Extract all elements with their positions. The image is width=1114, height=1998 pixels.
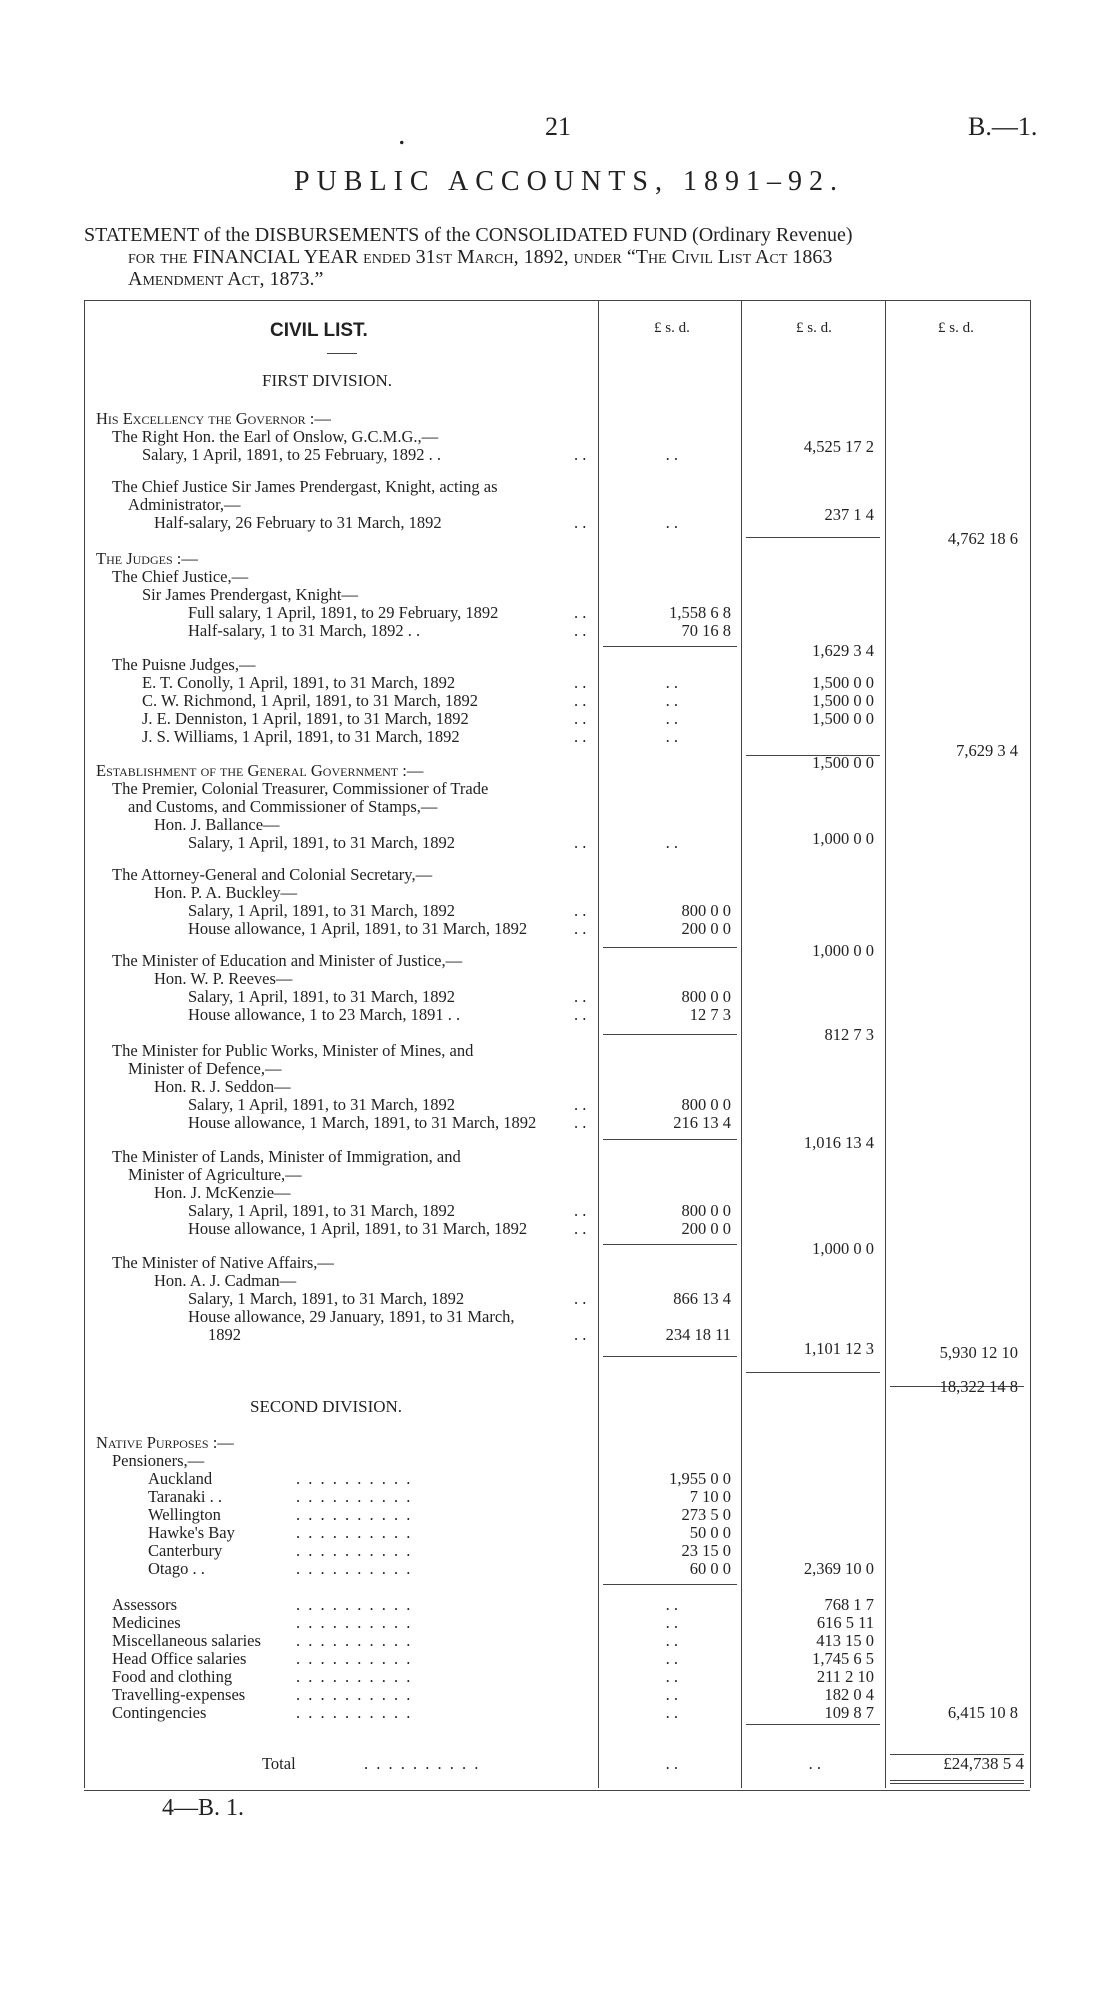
subtotal-rule: [746, 1372, 880, 1373]
amount-col1: 70 16 8: [681, 621, 731, 640]
table-right-rule: [1030, 300, 1031, 1788]
row-label: House allowance, 1 March, 1891, to 31 March, 1892: [188, 1113, 537, 1132]
amount-col1: . .: [665, 833, 678, 852]
leader-dots: . .: [574, 833, 587, 852]
row-label: Salary, 1 March, 1891, to 31 March, 1892: [188, 1289, 465, 1308]
leader-dots: . . . . . . . . . .: [296, 1667, 413, 1686]
leader-dots: . .: [574, 1201, 587, 1220]
amount-col1: 23 15 0: [681, 1541, 731, 1560]
amount-col2: 1,016 13 4: [803, 1133, 874, 1152]
amount-col2: 182 0 4: [824, 1685, 874, 1704]
row-label: Head Office salaries: [112, 1649, 247, 1668]
amount-col2: 2,369 10 0: [803, 1559, 874, 1578]
first-division-heading: FIRST DIVISION.: [262, 371, 393, 390]
leader-dots: . .: [574, 1005, 587, 1024]
row-label: Hon. W. P. Reeves—: [154, 969, 293, 988]
leader-dots: . . . . . . . . . .: [296, 1595, 413, 1614]
row-label: Hon. J. Ballance—: [154, 815, 280, 834]
amount-col2: 211 2 10: [816, 1667, 874, 1686]
leader-dots: . . . . . . . . . .: [296, 1685, 413, 1704]
row-label: Miscellaneous salaries: [112, 1631, 261, 1650]
amount-col1: 12 7 3: [689, 1005, 731, 1024]
row-label: Taranaki . .: [148, 1487, 222, 1506]
amount-col2: 812 7 3: [824, 1025, 874, 1044]
row-label: Pensioners,—: [112, 1451, 205, 1470]
leader-dots: . .: [574, 709, 587, 728]
amount-col1: . .: [665, 1613, 678, 1632]
row-label: Hon. R. J. Seddon—: [154, 1077, 291, 1096]
amount-col2: 109 8 7: [824, 1703, 874, 1722]
amount-col1: 50 0 0: [689, 1523, 731, 1542]
row-label: Otago . .: [148, 1559, 205, 1578]
leader-dots: . .: [574, 727, 587, 746]
col2-units: £ s. d.: [796, 320, 832, 336]
amount-col1: . .: [665, 1685, 678, 1704]
row-label: Establishment of the General Government :—: [96, 761, 424, 780]
row-label: Sir James Prendergast, Knight—: [142, 585, 359, 604]
row-label: Salary, 1 April, 1891, to 31 March, 1892: [188, 901, 456, 920]
amount-col2: 768 1 7: [824, 1595, 874, 1614]
leader-dots: . .: [574, 1289, 587, 1308]
amount-col1: . .: [665, 445, 678, 464]
leader-dots: . .: [574, 513, 587, 532]
row-label: Canterbury: [148, 1541, 223, 1560]
row-label: The Chief Justice Sir James Prendergast, Knight, acting as: [112, 477, 498, 496]
amount-col1: . .: [665, 673, 678, 692]
statement-line-2: for the FINANCIAL YEAR ended 31st March, 1892, under “The Civil List Act 1863: [128, 246, 833, 268]
row-label: Hon. A. J. Cadman—: [154, 1271, 297, 1290]
subtotal-rule: [746, 537, 880, 538]
leader-dots: . .: [574, 1113, 587, 1132]
amount-col1: . .: [665, 691, 678, 710]
amount-col2: 1,000 0 0: [812, 1239, 874, 1258]
amount-col1: 234 18 11: [665, 1325, 731, 1344]
row-label: Auckland: [148, 1469, 213, 1488]
row-label: The Minister for Public Works, Minister of Mines, and: [112, 1041, 474, 1060]
document-ref: B.—1.: [968, 112, 1038, 141]
row-label: Wellington: [148, 1505, 221, 1524]
row-label: Medicines: [112, 1613, 181, 1632]
amount-col1: . .: [665, 727, 678, 746]
leader-dots: . . . . . . . . . .: [296, 1703, 413, 1722]
amount-col2: 4,525 17 2: [803, 437, 874, 456]
row-label: and Customs, and Commissioner of Stamps,—: [128, 797, 438, 816]
amount-col1: . .: [665, 1703, 678, 1722]
amount-col2: 1,500 0 0: [812, 691, 874, 710]
heading-underline: [327, 353, 357, 354]
total-col1: . .: [665, 1754, 678, 1773]
amount-col1: 273 5 0: [681, 1505, 731, 1524]
row-label: The Chief Justice,—: [112, 567, 249, 586]
subtotal-rule: [746, 1724, 880, 1725]
row-label: House allowance, 1 to 23 March, 1891 . .: [188, 1005, 461, 1024]
row-label: J. E. Denniston, 1 April, 1891, to 31 March, 1892: [142, 709, 469, 728]
leader-dots: . .: [574, 1325, 587, 1344]
row-label: Half-salary, 26 February to 31 March, 1892: [154, 513, 442, 532]
page-title: PUBLIC ACCOUNTS, 1891–92.: [294, 166, 844, 197]
row-label: The Minister of Education and Minister of Justice,—: [112, 951, 463, 970]
total-label: Total: [262, 1754, 296, 1773]
row-label: House allowance, 29 January, 1891, to 31 March,: [188, 1307, 515, 1326]
leader-dots: . .: [574, 919, 587, 938]
subtotal-rule: [603, 947, 737, 948]
leader-dots: . .: [574, 987, 587, 1006]
amount-col2: 1,500 0 0: [812, 673, 874, 692]
amount-col1: 800 0 0: [681, 901, 731, 920]
amount-col1: . .: [665, 709, 678, 728]
row-label: Travelling-expenses: [112, 1685, 246, 1704]
amount-col3: 7,629 3 4: [956, 741, 1018, 760]
col1-units: £ s. d.: [654, 320, 690, 336]
amount-col1: 7 10 0: [689, 1487, 731, 1506]
amount-col1: . .: [665, 513, 678, 532]
subtotal-rule: [603, 1139, 737, 1140]
amount-col2: 1,500 0 0: [812, 709, 874, 728]
amount-col1: 800 0 0: [681, 1095, 731, 1114]
leader-dots: . .: [574, 901, 587, 920]
amount-col1: . .: [665, 1595, 678, 1614]
row-label: Full salary, 1 April, 1891, to 29 February, 1892: [188, 603, 499, 622]
row-label: Minister of Agriculture,—: [128, 1165, 302, 1184]
footer-ref: 4—B. 1.: [162, 1795, 245, 1821]
amount-col2: 1,745 6 5: [812, 1649, 874, 1668]
leader-dots: . .: [574, 691, 587, 710]
row-label: Contingencies: [112, 1703, 207, 1722]
leader-dots: . . . . . . . . . .: [296, 1649, 413, 1668]
leader-dots: . .: [574, 445, 587, 464]
leader-dots: . . . . . . . . . .: [296, 1559, 413, 1578]
row-label: Hon. P. A. Buckley—: [154, 883, 298, 902]
row-label: The Attorney-General and Colonial Secretary,—: [112, 865, 433, 884]
amount-col1: . .: [665, 1667, 678, 1686]
table-bottom-rule: [84, 1790, 1030, 1791]
civil-list-heading: CIVIL LIST.: [270, 320, 368, 341]
leader-dots: . . . . . . . . . .: [296, 1613, 413, 1632]
row-label: House allowance, 1 April, 1891, to 31 March, 1892: [188, 1219, 528, 1238]
row-label: Salary, 1 April, 1891, to 31 March, 1892: [188, 1201, 456, 1220]
amount-col1: 60 0 0: [689, 1559, 731, 1578]
amount-col2: 1,500 0 0: [812, 753, 874, 772]
col-rule-1: [598, 300, 599, 1788]
amount-col1: . .: [665, 1631, 678, 1650]
amount-col3: 6,415 10 8: [947, 1703, 1018, 1722]
table-left-rule: [84, 300, 85, 1788]
amount-col1: 200 0 0: [681, 1219, 731, 1238]
amount-col1: . .: [665, 1649, 678, 1668]
row-label: E. T. Conolly, 1 April, 1891, to 31 March, 1892: [142, 673, 456, 692]
amount-col2: 413 15 0: [816, 1631, 874, 1650]
leader-dots: . . . . . . . . . .: [296, 1487, 413, 1506]
row-label: The Judges :—: [96, 549, 198, 568]
amount-col2: 616 5 11: [816, 1613, 874, 1632]
total-double-rule: [890, 1783, 1024, 1784]
leader-dots: . . . . . . . . . .: [296, 1523, 413, 1542]
row-label: Salary, 1 April, 1891, to 31 March, 1892: [188, 987, 456, 1006]
row-label: The Premier, Colonial Treasurer, Commissioner of Trade: [112, 779, 489, 798]
subtotal-rule: [603, 1356, 737, 1357]
amount-col3: 18,322 14 8: [939, 1377, 1018, 1396]
row-label: His Excellency the Governor :—: [96, 409, 331, 428]
row-label: Hon. J. McKenzie—: [154, 1183, 291, 1202]
leader-dots: . .: [574, 673, 587, 692]
col-rule-2: [741, 300, 742, 1788]
total-col2: . .: [808, 1754, 821, 1773]
amount-col2: 1,000 0 0: [812, 941, 874, 960]
row-label: Native Purposes :—: [96, 1433, 234, 1452]
row-label: Salary, 1 April, 1891, to 25 February, 1892 . .: [142, 445, 441, 464]
row-label: C. W. Richmond, 1 April, 1891, to 31 March, 1892: [142, 691, 478, 710]
leader-dots: . . . . . . . . . .: [296, 1631, 413, 1650]
leader-dots: . . . . . . . . . .: [296, 1469, 413, 1488]
grand-total: £24,738 5 4: [943, 1754, 1024, 1773]
amount-col2: 1,101 12 3: [803, 1339, 874, 1358]
amount-col1: 216 13 4: [673, 1113, 731, 1132]
amount-col2: 237 1 4: [824, 505, 874, 524]
row-label: Salary, 1 April, 1891, to 31 March, 1892: [188, 1095, 456, 1114]
row-label: The Right Hon. the Earl of Onslow, G.C.M.G.,—: [112, 427, 439, 446]
amount-col2: 1,000 0 0: [812, 829, 874, 848]
total-double-rule: [890, 1780, 1024, 1781]
leader-dots: . .: [574, 1219, 587, 1238]
row-label: The Minister of Native Affairs,—: [112, 1253, 334, 1272]
amount-col3: 5,930 12 10: [939, 1343, 1018, 1362]
subtotal-rule: [603, 1034, 737, 1035]
page-number: 21: [545, 112, 571, 141]
row-label: The Minister of Lands, Minister of Immigration, and: [112, 1147, 461, 1166]
row-label: The Puisne Judges,—: [112, 655, 256, 674]
amount-col1: 866 13 4: [673, 1289, 731, 1308]
col3-units: £ s. d.: [938, 320, 974, 336]
col-rule-3: [885, 300, 886, 1788]
amount-col1: 800 0 0: [681, 1201, 731, 1220]
statement-line-1: STATEMENT of the DISBURSEMENTS of the CONSOLIDATED FUND (Ordinary Revenue): [84, 224, 853, 246]
subtotal-rule: [603, 646, 737, 647]
table-top-rule: [84, 300, 1030, 301]
row-label: J. S. Williams, 1 April, 1891, to 31 March, 1892: [142, 727, 460, 746]
leader-dots: . . . . . . . . . .: [364, 1754, 481, 1773]
row-label: Half-salary, 1 to 31 March, 1892 . .: [188, 621, 421, 640]
amount-col1: 800 0 0: [681, 987, 731, 1006]
row-label: 1892: [208, 1325, 241, 1344]
row-label: Minister of Defence,—: [128, 1059, 282, 1078]
row-label: Salary, 1 April, 1891, to 31 March, 1892: [188, 833, 456, 852]
subtotal-rule: [603, 1244, 737, 1245]
row-label: Assessors: [112, 1595, 178, 1614]
statement-line-3: Amendment Act, 1873.”: [128, 268, 324, 290]
amount-col1: 1,955 0 0: [669, 1469, 731, 1488]
row-label: Hawke's Bay: [148, 1523, 235, 1542]
leader-dots: . . . . . . . . . .: [296, 1505, 413, 1524]
leader-dots: . .: [574, 603, 587, 622]
amount-col1: 1,558 6 8: [669, 603, 731, 622]
leader-dots: . .: [574, 1095, 587, 1114]
row-label: Administrator,—: [128, 495, 241, 514]
amount-col1: 200 0 0: [681, 919, 731, 938]
row-label: House allowance, 1 April, 1891, to 31 March, 1892: [188, 919, 528, 938]
amount-col2: 1,629 3 4: [812, 641, 874, 660]
leader-dots: . . . . . . . . . .: [296, 1541, 413, 1560]
leader-dots: . .: [574, 621, 587, 640]
header-dot: .: [398, 118, 406, 151]
amount-col3: 4,762 18 6: [947, 529, 1018, 548]
row-label: Food and clothing: [112, 1667, 233, 1686]
second-division-heading: SECOND DIVISION.: [250, 1397, 403, 1416]
subtotal-rule: [603, 1584, 737, 1585]
